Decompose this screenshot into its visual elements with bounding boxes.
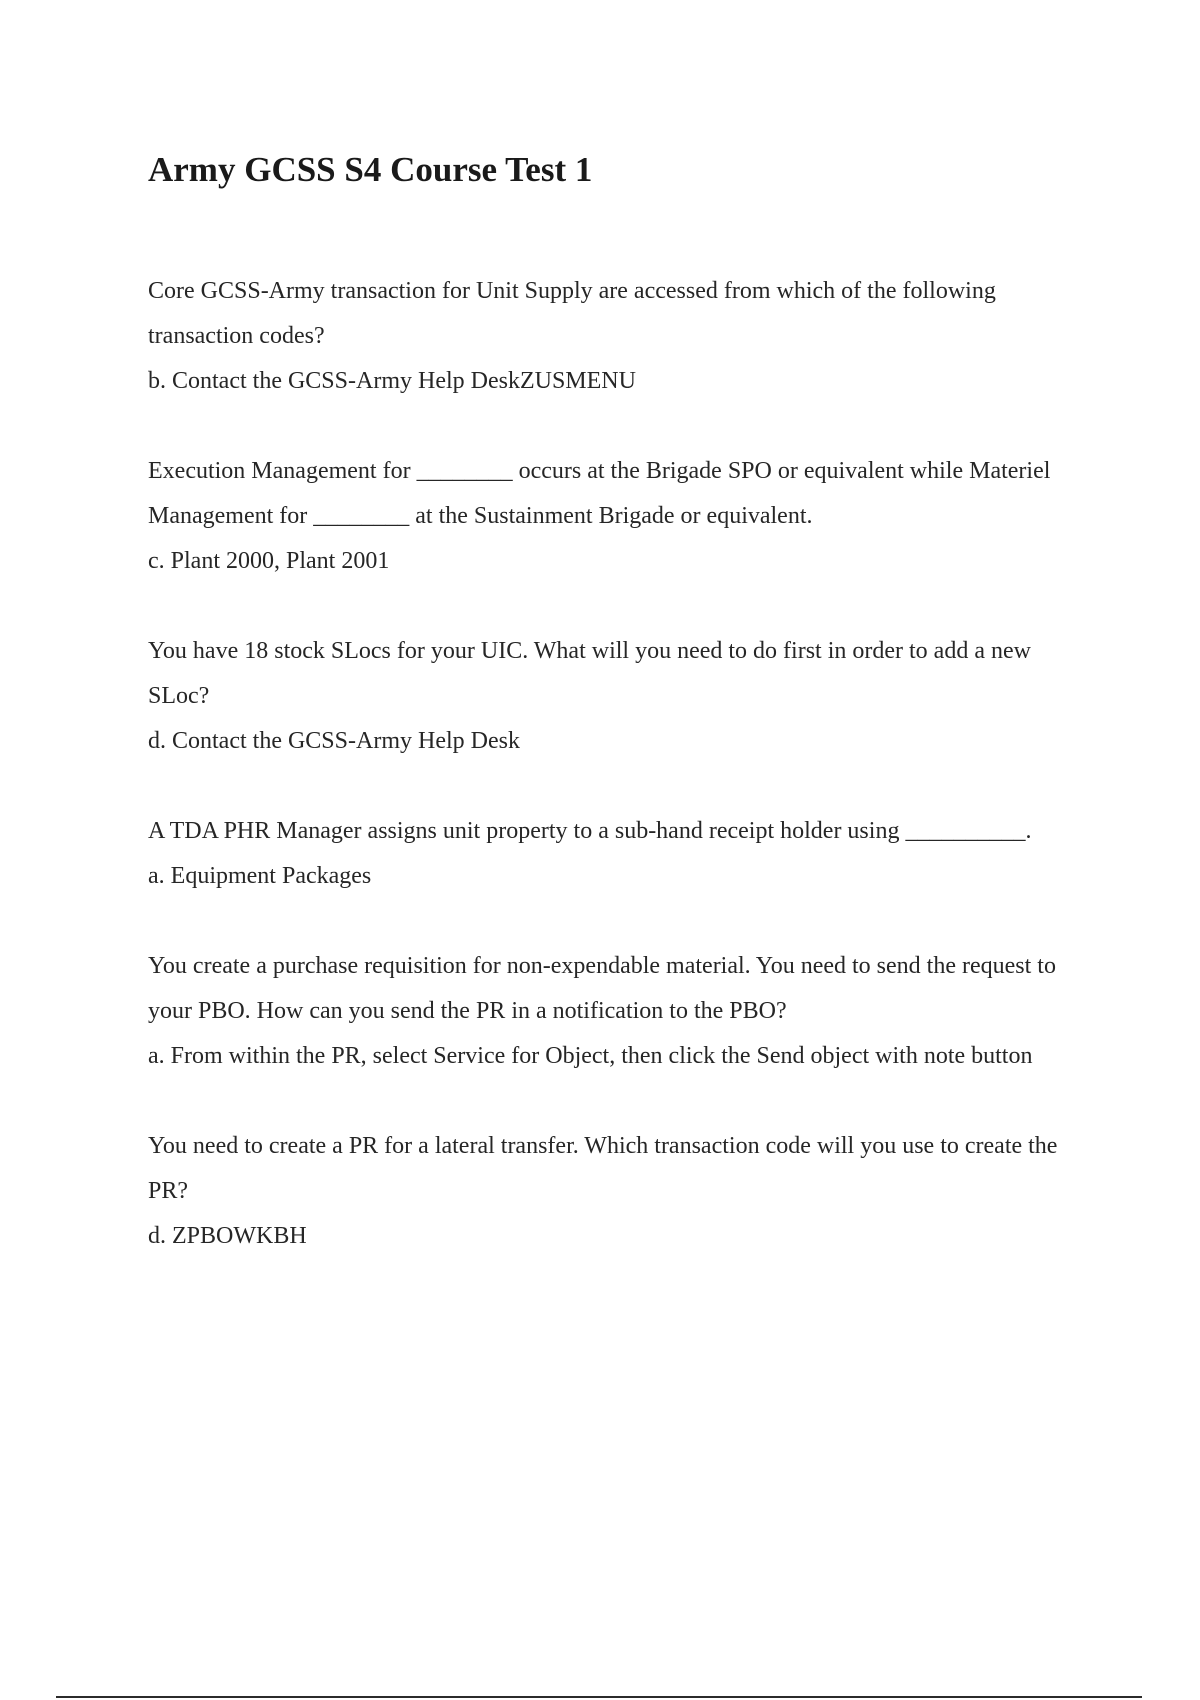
question-item-5 [148, 944, 1078, 1079]
answer-text: c. Plant 2000, Plant 2001 [148, 548, 390, 574]
question-text: A TDA PHR Manager assigns unit property to a sub-hand receipt holder using __________. [148, 818, 1032, 844]
page-bottom-divider [56, 1696, 1142, 1698]
question-text: You have 18 stock SLocs for your UIC. What will you need to do first in order to add a new SLoc? [148, 638, 1031, 709]
question-item-4 [148, 809, 1078, 899]
question-text: You create a purchase requisition for non-expendable material. You need to send the request to your PBO. How can you send the PR in a notification to the PBO? [148, 953, 1056, 1024]
question-text: You need to create a PR for a lateral transfer. Which transaction code will you use to create the PR? [148, 1133, 1058, 1204]
answer-text: d. Contact the GCSS-Army Help Desk [148, 728, 520, 754]
answer-text: b. Contact the GCSS-Army Help DeskZUSMENU [148, 368, 636, 394]
question-item-3 [148, 629, 1078, 764]
document-title: Army GCSS S4 Course Test 1 [148, 150, 593, 189]
question-text: Core GCSS-Army transaction for Unit Supply are accessed from which of the following transaction codes? [148, 278, 996, 349]
question-item-6 [148, 1124, 1078, 1259]
question-text: Execution Management for ________ occurs at the Brigade SPO or equivalent while Materiel Management for ________ at the Sustainment Brigade or equivalent. [148, 458, 1051, 529]
answer-text: d. ZPBOWKBH [148, 1223, 307, 1249]
question-item-2 [148, 449, 1078, 584]
question-item-1 [148, 269, 1078, 404]
question-list [148, 269, 1078, 1304]
answer-text: a. From within the PR, select Service for Object, then click the Send object with note button [148, 1043, 1033, 1069]
answer-text: a. Equipment Packages [148, 863, 372, 889]
